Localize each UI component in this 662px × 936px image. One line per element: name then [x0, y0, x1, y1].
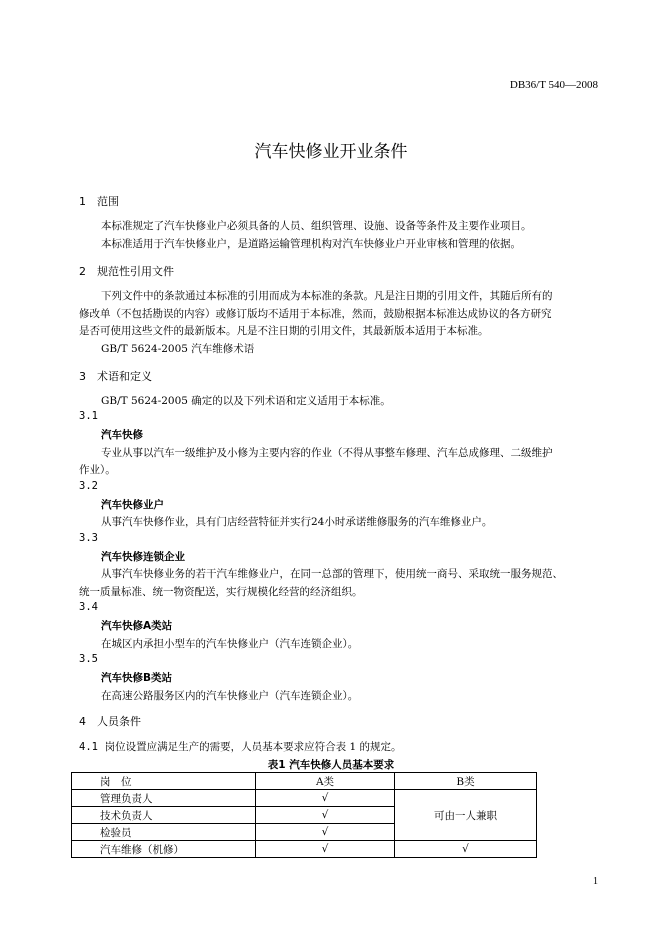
term-name: 汽车快修连锁企业	[101, 551, 185, 563]
table-caption: 表1 汽车快修人员基本要求	[267, 759, 395, 771]
term-number: 3.2	[79, 480, 98, 492]
section-4-heading	[79, 713, 141, 729]
clause	[79, 739, 402, 754]
table-cell: 管理负责人	[72, 790, 256, 807]
merged-cell: 可由一人兼职	[395, 790, 537, 841]
table-row	[72, 841, 537, 858]
term-number: 3.1	[79, 410, 98, 422]
section-number: 3	[79, 370, 86, 383]
term-name: 汽车快修业户	[101, 499, 164, 511]
document-title: 汽车快修业开业条件	[254, 142, 408, 162]
staff-requirements-table	[71, 772, 537, 858]
term-definition: 作业）。	[79, 464, 116, 476]
paragraph-line: 下列文件中的条款通过本标准的引用而成为本标准的条款。凡是注日期的引用文件，其随后所有的	[101, 290, 553, 302]
section-title: 范围	[97, 195, 119, 208]
clause-text: 岗位设置应满足生产的需要，人员基本要求应符合表 1 的规定。	[104, 741, 402, 753]
table-row	[72, 790, 537, 807]
table-header-cell: B类	[395, 773, 537, 790]
term-number: 3.3	[79, 532, 98, 544]
document-code: DB36/T 540—2008	[509, 79, 598, 91]
section-3-heading	[79, 368, 152, 384]
term-definition: 专业从事以汽车一级维护及小修为主要内容的作业（不得从事整车修理、汽车总成修理、二级维护	[101, 447, 553, 459]
term-name: 汽车快修	[101, 429, 143, 441]
section-1-heading	[79, 193, 119, 209]
table-header-cell: A类	[256, 773, 395, 790]
section-number: 4	[79, 715, 86, 728]
check-cell: √	[256, 807, 395, 824]
check-cell: √	[395, 841, 537, 858]
section-number: 1	[79, 195, 86, 208]
paragraph-line: 是否可使用这些文件的最新版本。凡是不注日期的引用文件，其最新版本适用于本标准。	[79, 325, 489, 337]
section-title: 人员条件	[97, 715, 141, 728]
page-number: 1	[593, 876, 598, 887]
paragraph-line: 修改单（不包括勘误的内容）或修订版均不适用于本标准，然而，鼓励根据本标准达成协议的各方研究	[79, 308, 552, 320]
check-cell: √	[256, 790, 395, 807]
section-title: 术语和定义	[97, 370, 152, 383]
section-2-heading	[79, 263, 174, 279]
table-cell: 检验员	[72, 824, 256, 841]
term-number: 3.4	[79, 601, 98, 613]
term-number: 3.5	[79, 653, 98, 665]
normative-reference: GB/T 5624-2005 汽车维修术语	[101, 343, 255, 355]
section-number: 2	[79, 265, 86, 278]
term-definition: 在高速公路服务区内的汽车快修业户（汽车连锁企业）。	[101, 690, 359, 702]
term-definition: 在城区内承担小型车的汽车快修业户（汽车连锁企业）。	[101, 638, 359, 650]
term-definition: 统一质量标准、统一物资配送，实行规模化经营的经济组织。	[79, 586, 363, 598]
term-name: 汽车快修B类站	[101, 672, 173, 684]
table-cell: 技术负责人	[72, 807, 256, 824]
term-definition: 从事汽车快修作业，具有门店经营特征并实行24小时承诺维修服务的汽车维修业户。	[101, 516, 493, 528]
term-definition: 从事汽车快修业务的若干汽车维修业户，在同一总部的管理下，使用统一商号、采取统一服务规范、	[101, 568, 563, 580]
paragraph: 本标准规定了汽车快修业户必须具备的人员、组织管理、设施、设备等条件及主要作业项目。	[101, 220, 532, 232]
paragraph: GB/T 5624-2005 确定的以及下列术语和定义适用于本标准。	[101, 395, 391, 407]
check-cell: √	[256, 824, 395, 841]
table-header-row	[72, 773, 537, 790]
paragraph: 本标准适用于汽车快修业户，是道路运输管理机构对汽车快修业户开业审核和管理的依据。	[101, 238, 521, 250]
check-cell: √	[256, 841, 395, 858]
table-header-cell: 岗 位	[72, 773, 256, 790]
clause-number: 4.1	[79, 741, 98, 753]
table-cell: 汽车维修（机修）	[72, 841, 256, 858]
term-name: 汽车快修A类站	[101, 620, 173, 632]
section-title: 规范性引用文件	[97, 265, 174, 278]
